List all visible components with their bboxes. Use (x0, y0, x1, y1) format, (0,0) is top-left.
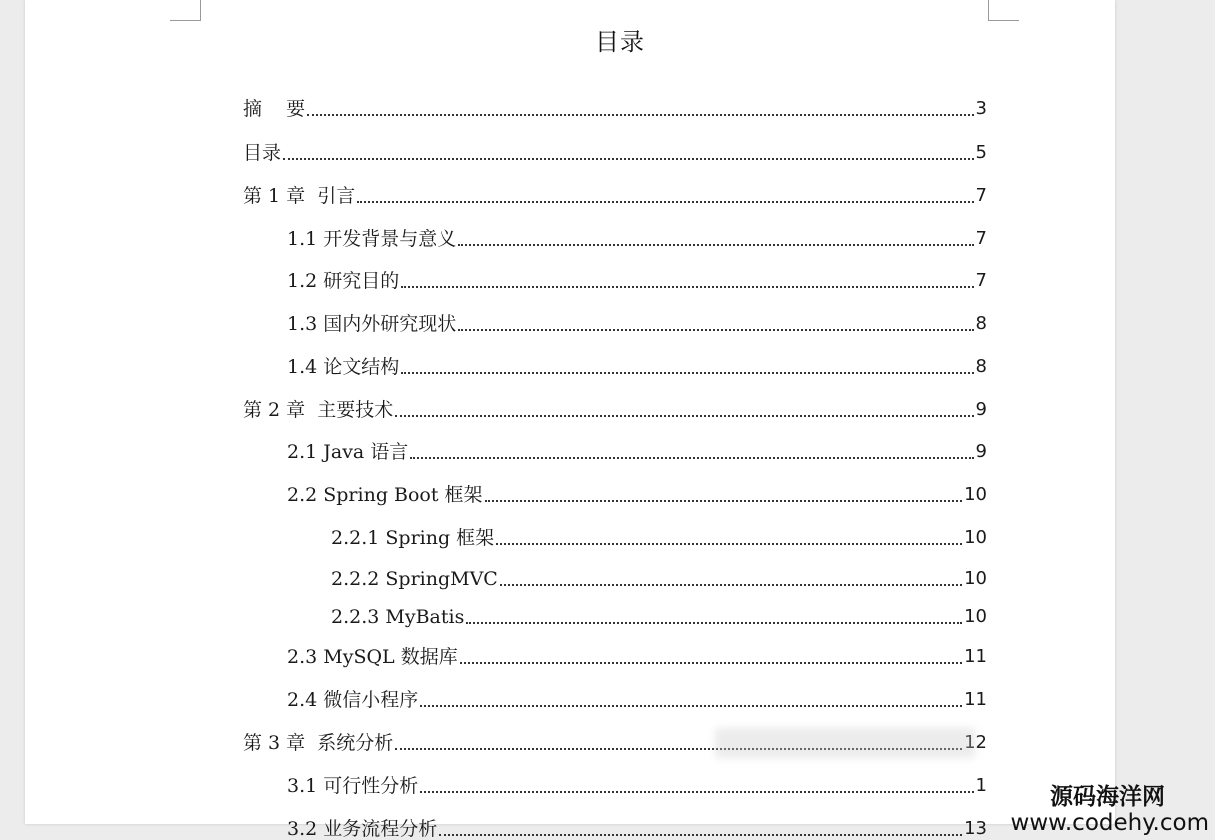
site-watermark (1011, 784, 1209, 836)
toc-entry-label: 1.2 研究目的 (287, 270, 400, 292)
toc-leader-dots (420, 704, 962, 707)
crop-mark-top-left (170, 0, 201, 21)
toc-entry-page-number: 3 (975, 98, 987, 119)
toc-entry[interactable] (287, 224, 987, 250)
toc-leader-dots (466, 621, 962, 624)
toc-entry[interactable] (243, 181, 987, 207)
watermark-site-url: www.codehy.com (1010, 810, 1209, 836)
toc-leader-dots (458, 243, 973, 246)
toc-entry-page-number: 11 (964, 646, 987, 667)
toc-entry-label: 2.3 MySQL 数据库 (287, 646, 458, 668)
toc-leader-dots (357, 200, 973, 203)
toc-entry[interactable] (287, 437, 987, 463)
toc-entry[interactable] (287, 352, 987, 378)
toc-leader-dots (283, 157, 974, 160)
toc-entry[interactable] (287, 685, 987, 711)
toc-entry-label: 3.1 可行性分析 (287, 775, 419, 797)
toc-entry[interactable] (331, 523, 987, 549)
crop-mark-top-right (988, 0, 1019, 21)
toc-entry-label: 3.2 业务流程分析 (287, 818, 438, 840)
page-title: 目录 (595, 28, 645, 56)
toc-entry[interactable] (331, 564, 987, 590)
toc-leader-dots (410, 456, 973, 459)
toc-entry-label: 摘 要 (243, 98, 306, 120)
watermark-site-name: 源码海洋网 (1050, 784, 1165, 810)
toc-entry[interactable] (287, 642, 987, 668)
toc-entry-page-number: 11 (964, 689, 987, 710)
toc-entry-page-number: 9 (975, 399, 987, 420)
scan-smudge (715, 728, 975, 758)
toc-leader-dots (485, 499, 963, 502)
toc-entry-label: 2.2 Spring Boot 框架 (287, 484, 483, 506)
toc-entry-page-number: 1 (975, 775, 987, 796)
toc-leader-dots (401, 285, 973, 288)
toc-entry-page-number: 8 (975, 356, 987, 377)
toc-entry-label: 第 1 章 引言 (243, 185, 356, 207)
toc-entry[interactable] (287, 814, 987, 840)
toc-entry-label: 1.3 国内外研究现状 (287, 313, 457, 335)
toc-entry-page-number: 10 (964, 484, 987, 505)
toc-leader-dots (395, 414, 973, 417)
toc-entry-page-number: 10 (964, 527, 987, 548)
toc-entry-page-number: 5 (975, 142, 987, 163)
toc-entry-page-number: 8 (975, 313, 987, 334)
toc-entry-label: 2.2.1 Spring 框架 (331, 527, 495, 549)
toc-leader-dots (401, 371, 973, 374)
toc-entry-label: 目录 (243, 142, 282, 164)
toc-entry[interactable] (331, 602, 987, 628)
toc-entry-page-number: 7 (975, 228, 987, 249)
toc-entry[interactable] (243, 94, 987, 120)
toc-entry-page-number: 7 (975, 185, 987, 206)
toc-entry[interactable] (287, 266, 987, 292)
toc-entry-label: 第 3 章 系统分析 (243, 732, 394, 754)
toc-entry[interactable] (243, 395, 987, 421)
toc-entry-page-number: 10 (964, 606, 987, 627)
toc-leader-dots (439, 833, 962, 836)
toc-entry-page-number: 7 (975, 270, 987, 291)
toc-entry-page-number: 13 (964, 818, 987, 839)
toc-entry[interactable] (243, 138, 987, 164)
toc-entry-page-number: 9 (975, 441, 987, 462)
toc-entry-label: 第 2 章 主要技术 (243, 399, 394, 421)
toc-leader-dots (460, 661, 962, 664)
toc-entry-label: 2.4 微信小程序 (287, 689, 419, 711)
toc-entry[interactable] (287, 771, 987, 797)
toc-leader-dots (307, 113, 973, 116)
toc-entry[interactable] (287, 480, 987, 506)
toc-leader-dots (458, 328, 973, 331)
toc-entry-page-number: 12 (964, 732, 987, 753)
toc-entry-label: 2.1 Java 语言 (287, 441, 409, 463)
toc-entry-label: 2.2.2 SpringMVC (331, 568, 498, 590)
toc-leader-dots (500, 583, 962, 586)
toc-leader-dots (496, 542, 962, 545)
toc-entry[interactable] (287, 309, 987, 335)
toc-entry-label: 1.1 开发背景与意义 (287, 228, 457, 250)
toc-entry-label: 2.2.3 MyBatis (331, 606, 465, 628)
toc-entry-page-number: 10 (964, 568, 987, 589)
toc-leader-dots (420, 790, 973, 793)
toc-entry-label: 1.4 论文结构 (287, 356, 400, 378)
